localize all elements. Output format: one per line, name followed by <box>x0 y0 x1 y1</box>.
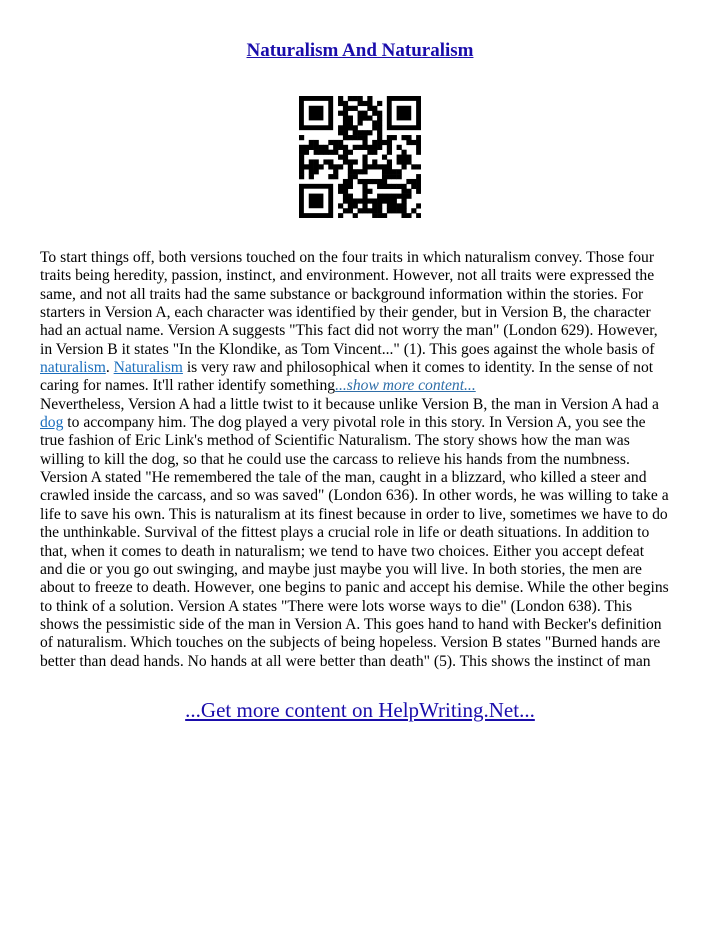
naturalism-link[interactable]: naturalism <box>40 359 106 377</box>
paragraph-line <box>40 359 684 377</box>
page-title <box>0 40 720 62</box>
paragraph-line: crawled inside the carcass, and so was saved" (London 636). In other words, he was willing to take a <box>40 487 669 505</box>
line-text: to accompany him. The dog played a very pivotal role in this story. In Version A, you see the <box>63 414 646 432</box>
paragraph-line: had an actual name. Version A suggests "This fact did not worry the man" (London 629). However, <box>40 322 658 340</box>
dog-link[interactable]: dog <box>40 414 64 432</box>
footer <box>0 698 720 723</box>
paragraph-line: starters in Version A, each character was identified by their gender, but in Version B, the character <box>40 304 651 322</box>
line-text: caring for names. It'll rather identify something <box>40 377 336 395</box>
get-more-content-link[interactable]: ...Get more content on HelpWriting.Net... <box>185 698 535 722</box>
paragraph-line: willing to kill the dog, so that he could use the carcass to relieve his hands from the numbness. <box>40 450 630 468</box>
naturalism-link-2[interactable]: Naturalism <box>113 359 183 377</box>
paragraph-line: and die or you go out swinging, and maybe just maybe you will live. In both stories, the men are <box>40 560 642 578</box>
show-more-link[interactable]: ...show more content... <box>335 377 476 395</box>
paragraph-line: shows the pessimistic side of the man in Version A. This goes hand to hand with Becker's definition <box>40 615 662 633</box>
paragraph-line: better than dead hands. No hands at all were better than death" (5). This shows the instinct of man <box>40 652 651 670</box>
paragraph-line: life to save his own. This is naturalism at its finest because in order to live, sometimes we have to do <box>40 505 668 523</box>
qr-code-icon <box>299 96 421 218</box>
paragraph-line: To start things off, both versions touched on the four traits in which naturalism convey. Those four <box>40 249 655 266</box>
paragraph-line: to think of a solution. Version A states "There were lots worse ways to die" (London 638). This <box>40 597 633 615</box>
paragraph-line: traits being heredity, passion, instinct, and environment. However, not all traits were expressed the <box>40 267 655 285</box>
paragraph-line: that, when it comes to death in naturalism; we tend to have two choices. Either you accept defeat <box>40 542 645 560</box>
paragraph-line: same, and not all traits had the same substance or background information within the stories. For <box>40 285 644 303</box>
paragraph-line: about to freeze to death. However, one begins to panic and accept his demise. While the other begins <box>40 579 669 597</box>
separator-text: . <box>105 359 114 377</box>
paragraph-line: in Version B it states "In the Klondike, as Tom Vincent..." (1). This goes against the whole basis of <box>40 340 655 358</box>
paragraph-line: the unthinkable. Survival of the fittest plays a crucial role in life or death situations. In addition to <box>40 524 650 542</box>
paragraph-line: Version A stated "He remembered the tale of the man, caught in a blizzard, who killed a steer and <box>40 469 647 487</box>
title-link[interactable]: Naturalism And Naturalism <box>246 40 474 61</box>
paragraph-line: Nevertheless, Version A had a little twist to it because unlike Version B, the man in Version A had a <box>40 395 659 413</box>
line-text: is very raw and philosophical when it comes to identity. In the sense of not <box>182 359 654 377</box>
paragraph-line <box>40 377 684 395</box>
paragraph-line <box>40 414 684 432</box>
paragraph-line: of naturalism. Which touches on the subjects of being hopeless. Version B states "Burned hands are <box>40 634 661 652</box>
paragraph-line: true fashion of Eric Link's method of Scientific Naturalism. The story shows how the man was <box>40 432 630 450</box>
essay-body <box>40 249 684 671</box>
